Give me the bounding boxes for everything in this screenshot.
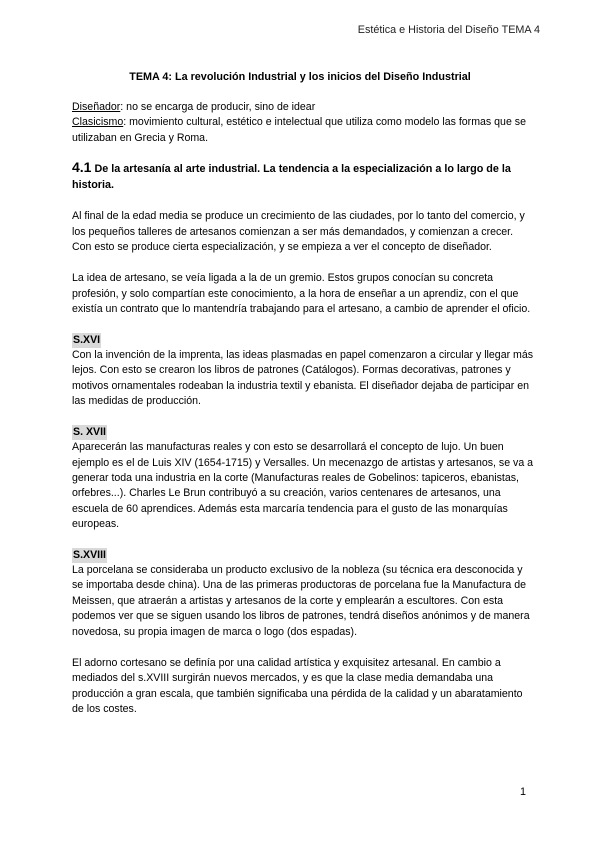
century-label-xvii: S. XVII <box>72 425 107 440</box>
page-title: TEMA 4: La revolución Industrial y los inicios del Diseño Industrial <box>129 71 471 83</box>
section-heading <box>72 159 534 193</box>
definition-text: : no se encarga de producir, sino de idear <box>120 101 316 113</box>
definition-term: Clasicismo <box>72 116 124 129</box>
definition-classicism <box>72 115 534 146</box>
definition-term: Diseñador <box>72 101 121 113</box>
definition-text: : movimiento cultural, estético e intelectual que utiliza como modelo las formas que se utilizaban en Grecia y Roma. <box>72 116 526 144</box>
century-label-xvi: S.XVI <box>72 333 101 348</box>
paragraph: Al final de la edad media se produce un crecimiento de las ciudades, por lo tanto del comercio, y los pequeños talleres de artesanos comienzan a ser más demandados, y comienzan a crecer. Con esto se produce cierta especialización, y se empieza a ver el concepto de diseñador. <box>72 210 525 254</box>
paragraph: La idea de artesano, se veía ligada a la de un gremio. Estos grupos conocían su concreta profesión, y solo compartían este conocimiento, a la hora de enseñar a un aprendiz, con el que existía un contrato que lo mantendría trabajando para el artesano, a cambio de aprender el oficio. <box>72 272 531 316</box>
definition-designer <box>72 100 534 115</box>
paragraph: El adorno cortesano se definía por una calidad artística y exquisitez artesanal. En cambio a mediados del s.XVIII surgirán nuevos mercados, y es que la clase media demandaba una producción a gran escala, que también significaba una pérdida de la calidad y un abaratamiento de los costes. <box>72 656 523 716</box>
paragraph: Con la invención de la imprenta, las ideas plasmadas en papel comenzaron a circular y llegar más lejos. Con esto se crearon los libros de patrones (Catálogos). Formas decorativas, patrones y motivos ornamentales rodeaban la industria textil y ebanista. El diseñador dejaba de participar en las medidas de producción. <box>72 349 534 408</box>
page-header: Estética e Historia del Diseño TEMA 4 <box>357 24 540 36</box>
century-label-xviii: S.XVIII <box>72 548 107 563</box>
section-title-text: De la artesanía al arte industrial. La tendencia a la especialización a lo largo de la historia. <box>72 163 511 192</box>
page-number: 1 <box>519 786 526 798</box>
document-body <box>72 100 534 718</box>
section-number: 4.1 <box>72 159 92 176</box>
paragraph: Aparecerán las manufacturas reales y con esto se desarrollará el concepto de lujo. Un buen ejemplo es el de Luis XIV (1654-1715) y Versalles. Un mecenazgo de artistas y artesanos, se va a generar toda una industria en la corte (Manufacturas reales de Gobelinos: tapiceros, ebanistas, orfebres...). Charles Le Brun contribuyó a su creación, varios centenares de artesanos, una escuela de 60 aprendices. Además esta marcaría tendencia para el gusto de las monarquías europeas. <box>72 441 534 531</box>
paragraph: La porcelana se consideraba un producto exclusivo de la nobleza (su técnica era desconocida y se importaba desde china). Una de las primeras productoras de porcelana fue la Manufactura de Meissen, que atraerán a artistas y artesanos de la corte y emplearán a escultores. Con esta podemos ver que se siguen usando los libros de patrones, tendrá diseños anónimos y de manera novedosa, su propia imagen de marca o logo (dos espadas). <box>72 563 530 638</box>
